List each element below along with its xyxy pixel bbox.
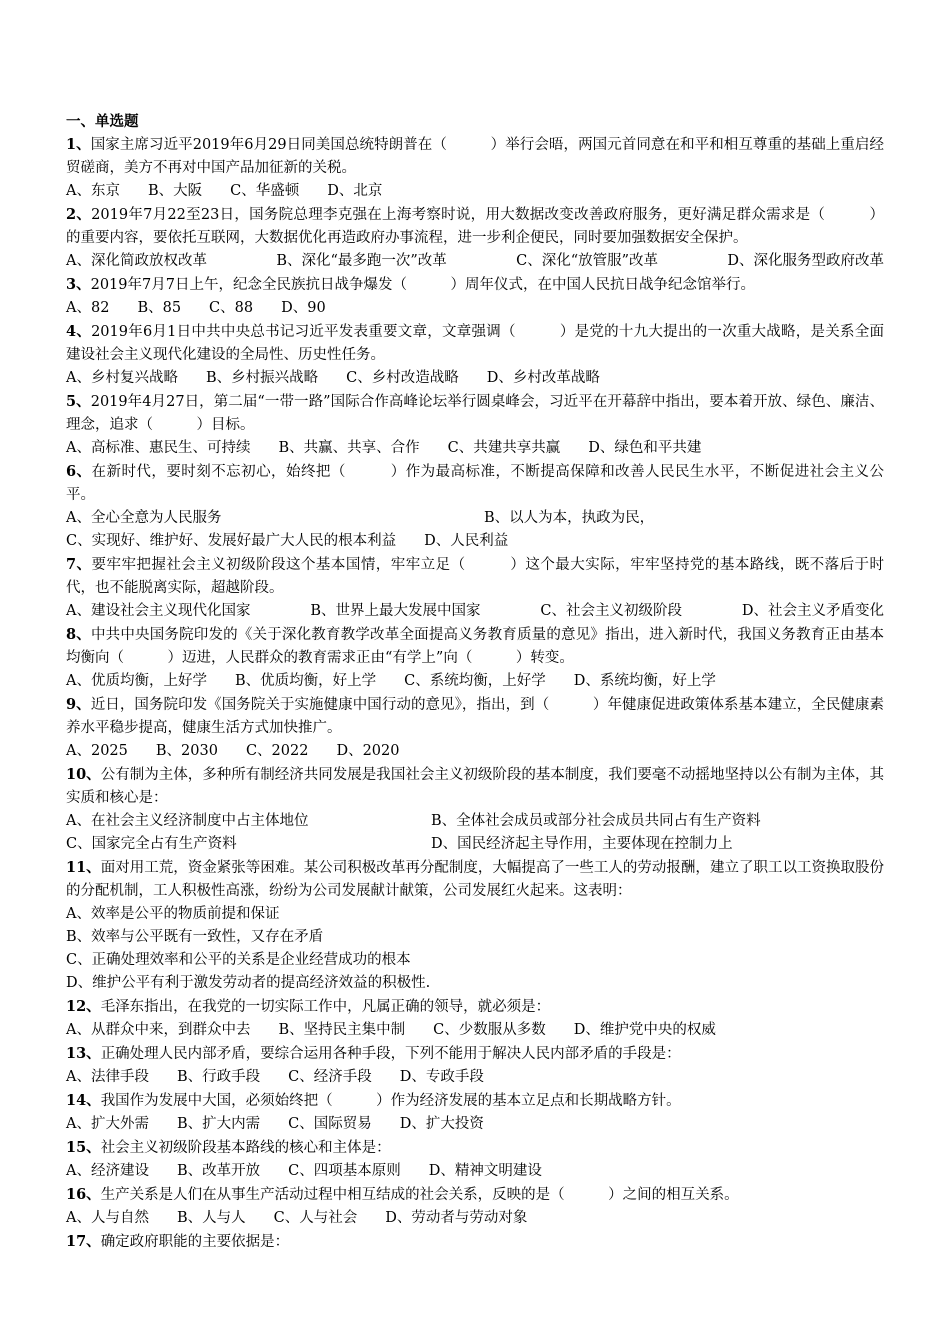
question-text: 确定政府职能的主要依据是： [100,1234,290,1250]
question-number: 11、 [66,859,101,876]
question-text: 毛泽东指出，在我党的一切实际工作中，凡属正确的领导，就必须是： [100,999,551,1015]
question-7 [66,553,884,623]
option-d: D、乡村改革战略 [486,370,600,386]
question-text: 面对用工荒，资金紧张等困难。某公司积极改革再分配制度，大幅提高了一些工人的劳动报酬，建立了职工以工资换取股份的分配机制，工人积极性高涨，纷纷为公司发展献计献策，公司发展红火起来。这表明： [66,860,884,899]
option-a: A、82 [66,300,110,316]
option-c: C、经济手段 [288,1069,372,1085]
option-b: B、扩大内需 [176,1116,261,1132]
option-b: B、人与人 [176,1210,246,1226]
options-row [66,530,884,553]
option-d: D、社会主义矛盾变化 [741,603,884,619]
option-b: B、乡村振兴战略 [205,370,319,386]
option-b: B、全体社会成员或部分社会成员共同占有生产资料 [431,813,761,829]
option-c: C、系统均衡，上好学 [404,673,546,689]
question-number: 5、 [66,393,91,410]
option-a: A、在社会主义经济制度中占主体地位 [66,813,309,829]
option-a: A、经济建设 [66,1163,149,1179]
option-d: D、劳动者与劳动对象 [385,1210,528,1226]
question-text: 公有制为主体，多种所有制经济共同发展是我国社会主义初级阶段的基本制度，我们要毫不动摇地坚持以公有制为主体，其实质和核心是： [66,767,884,806]
question-number: 14、 [66,1092,101,1109]
question-17 [66,1230,884,1254]
option-c: C、社会主义初级阶段 [540,603,682,619]
question-number: 10、 [66,766,101,783]
question-4 [66,320,884,390]
question-13 [66,1042,884,1089]
option-c: C、2022 [245,743,309,759]
section-title: 一、单选题 [66,113,139,130]
question-text: 国家主席习近平2019年6月29日同美国总统特朗普在（ ）举行会晤，两国元首同意在和平和相互尊重的基础上重启经贸磋商，美方不再对中国产品加征新的关税。 [66,137,884,176]
option-c: C、四项基本原则 [288,1163,401,1179]
question-5 [66,390,884,460]
question-text: 正确处理人民内部矛盾，要综合运用各种手段，下列不能用于解决人民内部矛盾的手段是： [100,1046,681,1062]
question-8 [66,623,884,693]
option-b: B、共赢、共享、合作 [278,440,420,456]
question-text: 2019年7月7日上午，纪念全民族抗日战争爆发（ ）周年仪式，在中国人民抗日战争纪念馆举行。 [90,277,755,293]
options-row [66,180,884,203]
question-number: 1、 [66,136,91,153]
option-b: B、2030 [155,743,218,759]
question-14 [66,1089,884,1136]
options-row [66,833,884,856]
question-10 [66,763,884,856]
option-c: C、88 [209,300,254,316]
option-c: C、人与社会 [273,1210,358,1226]
question-number: 4、 [66,323,92,340]
question-number: 3、 [66,276,91,293]
question-number: 6、 [66,463,92,480]
option-d: D、维护公平有利于激发劳动者的提高经济效益的积极性. [66,975,431,991]
option-b: B、坚持民主集中制 [278,1022,406,1038]
question-text: 要牢牢把握社会主义初级阶段这个基本国情，牢牢立足（ ）这个最大实际，牢牢坚持党的基本路线，既不落后于时代，也不能脱离实际，超越阶段。 [66,557,884,596]
option-a: A、优质均衡，上好学 [66,673,207,689]
option-a: A、全心全意为人民服务 [66,510,222,526]
option-a: A、高标准、惠民生、可持续 [66,440,251,456]
option-d: D、维护党中央的权威 [573,1022,716,1038]
option-d: D、2020 [336,743,400,759]
options-row [66,507,884,530]
question-number: 2、 [66,206,92,223]
options-row [66,600,884,623]
option-d: D、绿色和平共建 [588,440,702,456]
option-b: B、效率与公平既有一致性，又存在矛盾 [66,929,324,945]
option-c: C、共建共享共赢 [447,440,561,456]
option-b: B、行政手段 [176,1069,261,1085]
option-c: C、正确处理效率和公平的关系是企业经营成功的根本 [66,952,411,968]
question-text: 生产关系是人们在从事生产活动过程中相互结成的社会关系，反映的是（ ）之间的相互关系。 [100,1187,739,1203]
question-2 [66,203,884,273]
options-row [66,437,884,460]
option-d: D、90 [281,300,326,316]
question-number: 7、 [66,556,92,573]
options-row [66,1066,884,1089]
option-a: A、从群众中来，到群众中去 [66,1022,251,1038]
options-row [66,297,884,320]
question-15 [66,1136,884,1183]
question-text: 2019年4月27日，第二届“一带一路”国际合作高峰论坛举行圆桌峰会，习近平在开幕辞中指出，要本着开放、绿色、廉洁、理念，追求（ ）目标。 [66,394,884,433]
option-b: B、深化“最多跑一次”改革 [276,253,447,269]
option-b: B、大阪 [147,183,203,199]
options-row [66,367,884,390]
question-12 [66,995,884,1042]
option-b: B、优质均衡，好上学 [234,673,377,689]
option-d: D、深化服务型政府改革 [727,253,884,269]
option-c: C、乡村改造战略 [346,370,459,386]
option-a: A、2025 [66,743,128,759]
question-number: 13、 [66,1045,101,1062]
question-11 [66,856,884,995]
question-list [66,111,884,1254]
option-d: D、扩大投资 [399,1116,484,1132]
option-b: B、以人为本，执政为民， [484,510,655,526]
option-d: D、北京 [327,183,383,199]
options-row [66,670,884,693]
question-number: 12、 [66,998,101,1015]
option-a: A、乡村复兴战略 [66,370,178,386]
option-c: C、国家完全占有生产资料 [66,836,237,852]
question-number: 9、 [66,696,91,713]
question-3 [66,273,884,320]
option-d: D、系统均衡，好上学 [573,673,716,689]
option-b: B、85 [137,300,182,316]
option-a: A、深化简政放权改革 [66,253,207,269]
question-text: 中共中央国务院印发的《关于深化教育教学改革全面提高义务教育质量的意见》指出，进入新时代，我国义务教育正由基本均衡向（ ）迈进，人民群众的教育需求正由“有学上”向（ ）转变。 [66,627,884,666]
option-a: A、扩大外需 [66,1116,149,1132]
option-b: B、世界上最大发展中国家 [310,603,481,619]
question-text: 2019年6月1日中共中央总书记习近平发表重要文章，文章强调（ ）是党的十九大提出的一次重大战略，是关系全面建设社会主义现代化建设的全局性、历史性任务。 [66,324,884,363]
options-row [66,250,884,273]
question-number: 16、 [66,1186,101,1203]
question-number: 17、 [66,1233,101,1250]
question-text: 在新时代，要时刻不忘初心，始终把（ ）作为最高标准，不断提高保障和改善人民民生水平，不断促进社会主义公平。 [66,464,884,503]
option-c: C、国际贸易 [288,1116,372,1132]
option-a: A、建设社会主义现代化国家 [66,603,251,619]
option-c: C、少数服从多数 [433,1022,546,1038]
question-6 [66,460,884,553]
option-d: D、精神文明建设 [428,1163,542,1179]
question-1 [66,133,884,203]
options-row [66,1019,884,1042]
options-row [66,1113,884,1136]
options-row [66,1207,884,1230]
question-text: 我国作为发展中大国，必须始终把（ ）作为经济发展的基本立足点和长期战略方针。 [100,1093,681,1109]
option-d: D、专政手段 [399,1069,484,1085]
question-9 [66,693,884,763]
question-text: 2019年7月22至23日，国务院总理李克强在上海考察时说，用大数据改变改善政府服务，更好满足群众需求是（ ）的重要内容，要依托互联网，大数据优化再造政府办事流程，进一步利企便民，同时要加强数据安全保护。 [66,207,884,246]
options-row [66,1160,884,1183]
option-c: C、实现好、维护好、发展好最广大人民的根本利益 [66,533,397,549]
question-number: 15、 [66,1139,101,1156]
question-text: 社会主义初级阶段基本路线的核心和主体是： [100,1140,391,1156]
option-c: C、华盛顿 [230,183,300,199]
question-number: 8、 [66,626,91,643]
option-a: A、人与自然 [66,1210,149,1226]
option-b: B、改革开放 [176,1163,261,1179]
option-a: A、东京 [66,183,120,199]
option-a: A、效率是公平的物质前提和保证 [66,906,280,922]
question-16 [66,1183,884,1230]
options-row [66,810,884,833]
options-row [66,740,884,763]
option-c: C、深化“放管服”改革 [516,253,659,269]
option-a: A、法律手段 [66,1069,149,1085]
question-text: 近日，国务院印发《国务院关于实施健康中国行动的意见》，指出，到（ ）年健康促进政策体系基本建立，全民健康素养水平稳步提高，健康生活方式加快推广。 [66,697,884,736]
option-d: D、国民经济起主导作用，主要体现在控制力上 [431,836,733,852]
option-d: D、人民利益 [424,533,509,549]
